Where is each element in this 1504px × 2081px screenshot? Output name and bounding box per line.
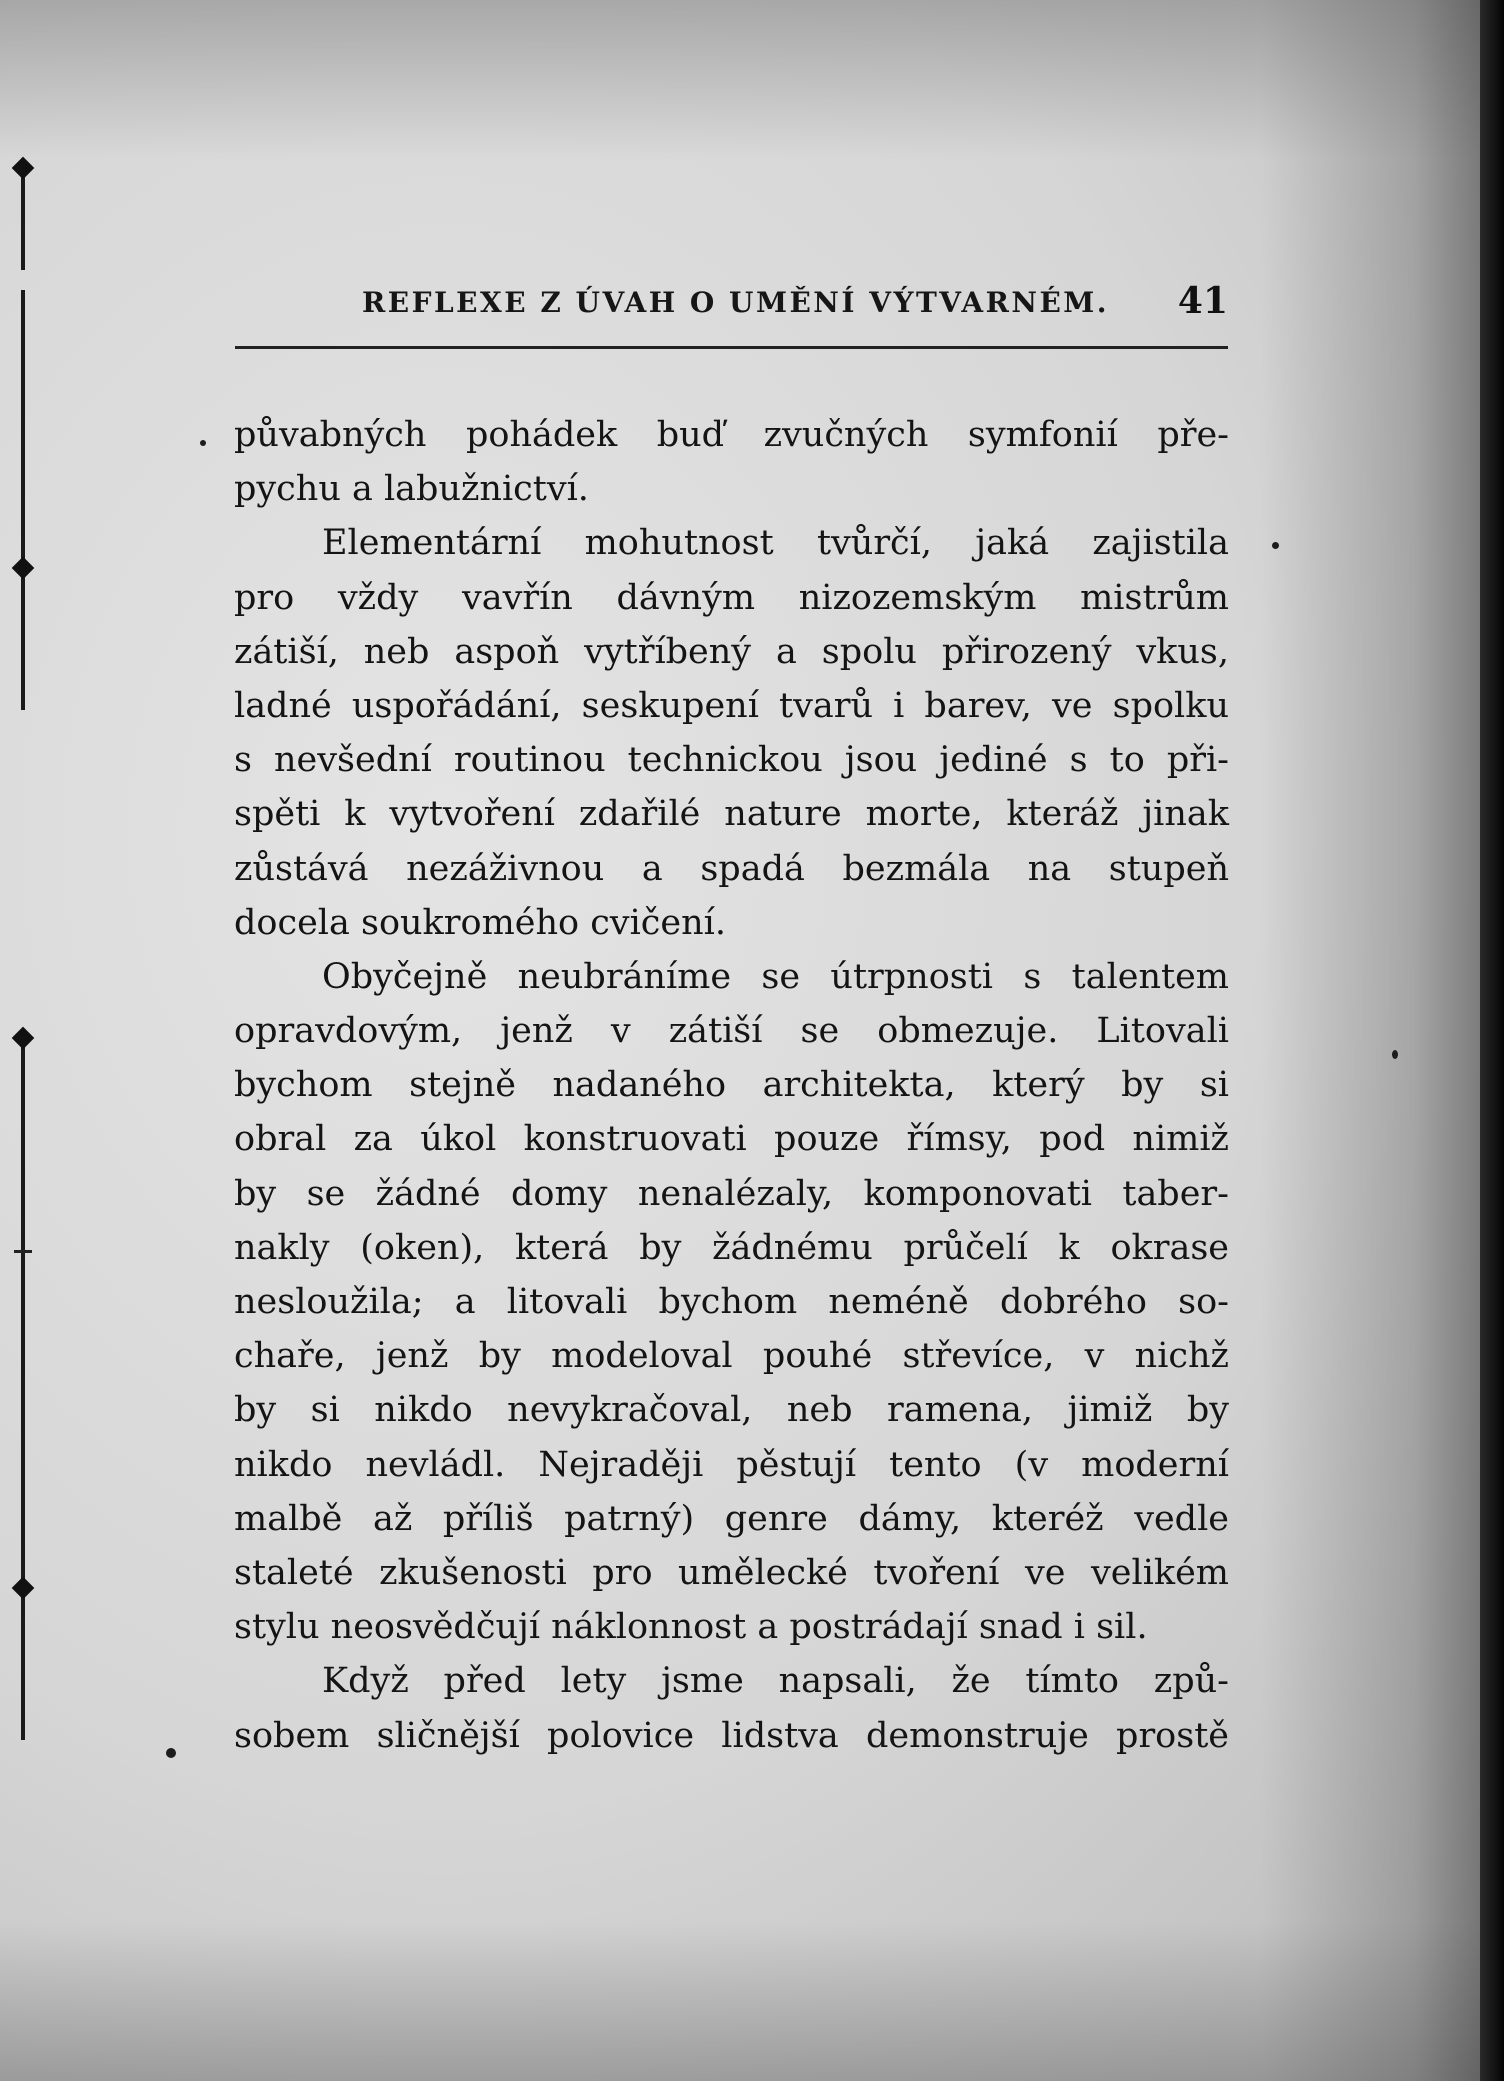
- page-shadow-right: [1260, 0, 1480, 2081]
- text-line: s nevšední routinou technickou jsou jediné s to při-: [234, 740, 1229, 781]
- ink-speck: [166, 1748, 176, 1758]
- text-line: pychu a labužnictví.: [234, 469, 589, 510]
- binding-ornament: [12, 1027, 35, 1050]
- text-line: by si nikdo nevykračoval, neb ramena, jimiž by: [234, 1390, 1229, 1431]
- page-edge-shadow: [1480, 0, 1504, 2081]
- ink-speck: [1272, 542, 1279, 549]
- text-line: nikdo nevládl. Nejraději pěstují tento (v moderní: [234, 1444, 1229, 1485]
- page-shadow-bottom: [0, 1921, 1480, 2081]
- text-line: Když před lety jsme napsali, že tímto způ-: [322, 1661, 1229, 1702]
- text-line: opravdovým, jenž v zátiší se obmezuje. Litovali: [234, 1011, 1229, 1052]
- text-line: malbě až příliš patrný) genre dámy, kteréž vedle: [234, 1498, 1229, 1539]
- binding-rule: [21, 290, 25, 710]
- binding-tick: [14, 1250, 32, 1253]
- text-line: bychom stejně nadaného architekta, který by si: [234, 1065, 1229, 1106]
- binding-rule: [21, 1040, 25, 1740]
- page-number: 41: [1177, 280, 1228, 322]
- body-text: [234, 408, 1229, 1763]
- text-line: zátiší, neb aspoň vytříbený a spolu přirozený vkus,: [234, 631, 1229, 672]
- text-line: chaře, jenž by modeloval pouhé střevíce, v nichž: [234, 1336, 1229, 1377]
- text-line: ladné uspořádání, seskupení tvarů i barev, ve spolku: [234, 685, 1229, 726]
- text-line: zůstává nezáživnou a spadá bezmála na stupeň: [234, 848, 1229, 889]
- text-line: půvabných pohádek buď zvučných symfonií pře-: [234, 415, 1229, 455]
- ink-speck: [200, 440, 206, 446]
- text-line: sobem sličnější polovice lidstva demonstruje prostě: [234, 1715, 1229, 1756]
- ink-speck: [1392, 1050, 1398, 1059]
- binding-ornament: [12, 157, 35, 180]
- binding-marks: [10, 160, 36, 1610]
- binding-ornament: [12, 1577, 35, 1600]
- text-line: spěti k vytvoření zdařilé nature morte, kteráž jinak: [234, 794, 1229, 835]
- text-line: obral za úkol konstruovati pouze římsy, pod nimiž: [234, 1119, 1229, 1160]
- running-title: REFLEXE Z ÚVAH O UMĚNÍ VÝTVARNÉM.: [362, 286, 1110, 319]
- text-line: pro vždy vavřín dávným nizozemským mistrům: [234, 577, 1229, 618]
- text-line: docela soukromého cvičení.: [234, 902, 726, 943]
- text-line: stylu neosvědčují náklonnost a postrádají snad i sil.: [234, 1607, 1148, 1648]
- page-shadow-top: [0, 0, 1480, 160]
- text-line: Elementární mohutnost tvůrčí, jaká zajistila: [322, 523, 1229, 564]
- text-line: by se žádné domy nenalézaly, komponovati taber-: [234, 1173, 1229, 1214]
- text-line: nakly (oken), která by žádnému průčelí k okrase: [234, 1227, 1229, 1268]
- text-line: staleté zkušenosti pro umělecké tvoření ve velikém: [234, 1552, 1229, 1593]
- text-line: nesloužila; a litovali bychom neméně dobrého so-: [234, 1282, 1229, 1322]
- binding-ornament: [12, 557, 35, 580]
- text-line: Obyčejně neubráníme se útrpnosti s talentem: [322, 956, 1229, 997]
- running-head: [232, 278, 1228, 332]
- header-rule: [235, 346, 1228, 349]
- binding-rule: [21, 170, 25, 270]
